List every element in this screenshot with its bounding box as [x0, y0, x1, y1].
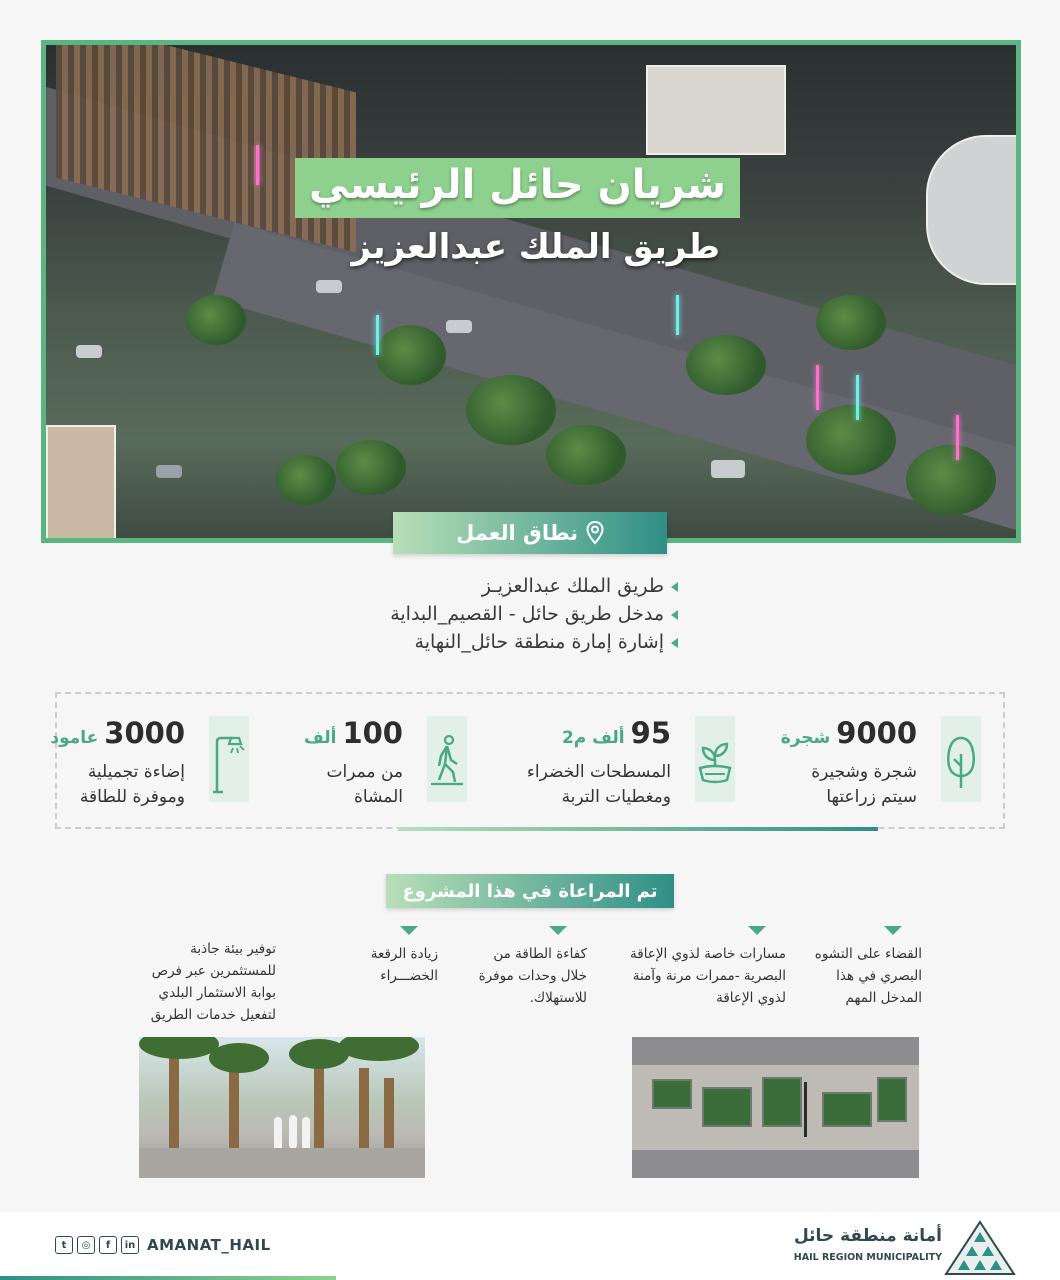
car: [76, 345, 102, 358]
stat-desc-line: شجرة وشجيرة: [811, 762, 917, 782]
light-pole: [816, 365, 819, 410]
list-item: إشارة إمارة منطقة حائل_النهاية: [390, 628, 678, 656]
text-line: الخضـــراء: [380, 968, 438, 984]
considered-item: [124, 916, 276, 1026]
scope-heading: نطاق العمل: [455, 521, 579, 545]
text-line: القضاء على التشوه: [814, 946, 922, 962]
divider: [398, 827, 878, 831]
text-line: مسارات خاصة لذوي الإعاقة: [630, 946, 786, 962]
tree: [336, 440, 406, 495]
plant-sprout-icon: [697, 734, 733, 786]
triangle-marker-icon: [884, 926, 902, 935]
social-handle[interactable]: AMANAT_HAIL: [147, 1236, 271, 1254]
tree: [276, 455, 336, 505]
stat-value: 3000: [104, 716, 185, 750]
twitter-icon[interactable]: t: [55, 1236, 73, 1254]
hero-title: شريان حائل الرئيسي: [295, 158, 740, 218]
text-line: بوابة الاستثمار البلدي: [158, 985, 276, 1001]
text-line: لتفعيل خدمات الطريق: [150, 1007, 276, 1023]
text-line: المدخل المهم: [845, 990, 922, 1006]
stats-panel: [50, 692, 1005, 829]
text-line: توفير بيئة جاذبة: [190, 941, 276, 957]
instagram-icon[interactable]: ◎: [77, 1236, 95, 1254]
stat-unit: شجرة: [780, 728, 831, 748]
scope-heading-badge: [393, 512, 667, 554]
tree: [816, 295, 886, 350]
text-line: لذوي الإعاقة: [716, 990, 786, 1006]
text-line: للاستهلاك.: [529, 990, 587, 1006]
stat-green-areas: [477, 716, 735, 812]
light-pole: [676, 295, 679, 335]
triangle-marker-icon: [400, 926, 418, 935]
triangle-marker-icon: [549, 926, 567, 935]
stat-desc-line: المشاة: [354, 787, 403, 807]
stat-value: 95: [630, 716, 671, 750]
list-item: طريق الملك عبدالعزيـز: [390, 572, 678, 600]
stat-value: 9000: [836, 716, 917, 750]
street-lamp-icon: [211, 734, 247, 794]
text-line: للمستثمرين عبر فرص: [151, 963, 276, 979]
text-line: كفاءة الطاقة من: [493, 946, 587, 962]
light-pole: [956, 415, 959, 460]
considered-item: [610, 926, 786, 1009]
building: [926, 135, 1021, 285]
stat-value: 100: [342, 716, 403, 750]
stat-desc-line: وموفرة للطاقة: [79, 787, 185, 807]
stat-desc-line: المسطحات الخضراء: [526, 762, 671, 782]
text-line: البصرية -ممرات مرنة وآمنة: [632, 968, 786, 984]
hero-subtitle: طريق الملك عبدالعزيز: [351, 227, 720, 267]
building: [646, 65, 786, 155]
municipality-logo-icon: [944, 1218, 1016, 1276]
considered-item: [290, 926, 438, 987]
considered-heading-badge: [386, 874, 674, 908]
tree: [806, 405, 896, 475]
hero-image: [41, 40, 1021, 543]
footer: [0, 1212, 1060, 1280]
stat-desc-line: ومغطيات التربة: [561, 787, 671, 807]
org-name-english: HAIL REGION MUNICIPALITY: [793, 1252, 942, 1263]
stat-unit: ألف: [303, 728, 337, 748]
tree: [546, 425, 626, 485]
light-pole: [256, 145, 259, 185]
triangle-marker-icon: [748, 926, 766, 935]
stat-unit: ألف م2: [561, 728, 625, 748]
stat-walkways: [257, 716, 467, 812]
stat-lighting: [50, 716, 249, 812]
text-line: زيادة الرقعة: [370, 946, 438, 962]
considered-heading: تم المراعاة في هذا المشروع: [402, 880, 658, 902]
light-pole: [856, 375, 859, 420]
plaza-photo: [139, 1037, 425, 1178]
considered-item: [445, 926, 587, 1009]
location-pin-icon: [586, 521, 604, 545]
tree-icon: [943, 734, 979, 790]
list-item: مدخل طريق حائل - القصيم_البداية: [390, 600, 678, 628]
text-line: خلال وحدات موفرة: [478, 968, 587, 984]
stat-desc-line: سيتم زراعتها: [826, 787, 917, 807]
car: [316, 280, 342, 293]
org-name-arabic: أمانة منطقة حائل: [793, 1226, 942, 1246]
tree: [186, 295, 246, 345]
facebook-icon[interactable]: f: [99, 1236, 117, 1254]
tree: [466, 375, 556, 445]
light-pole: [376, 315, 379, 355]
stat-desc-line: إضاءة تجميلية: [87, 762, 185, 782]
text-line: البصري في هذا: [836, 968, 922, 984]
stat-unit: عامود: [50, 728, 99, 748]
stat-trees: [763, 716, 981, 812]
car: [446, 320, 472, 333]
tree: [376, 325, 446, 385]
social-links: [55, 1236, 271, 1254]
tree: [686, 335, 766, 395]
scope-list: [390, 572, 678, 656]
tree: [906, 445, 996, 515]
car: [711, 460, 745, 478]
stat-desc-line: من ممرات: [326, 762, 403, 782]
footer-accent-bar: [0, 1276, 336, 1280]
car: [156, 465, 182, 478]
pedestrian-icon: [429, 734, 465, 790]
considered-item: [770, 926, 922, 1009]
linkedin-icon[interactable]: in: [121, 1236, 139, 1254]
road-median-photo: [632, 1037, 919, 1178]
building: [46, 425, 116, 543]
